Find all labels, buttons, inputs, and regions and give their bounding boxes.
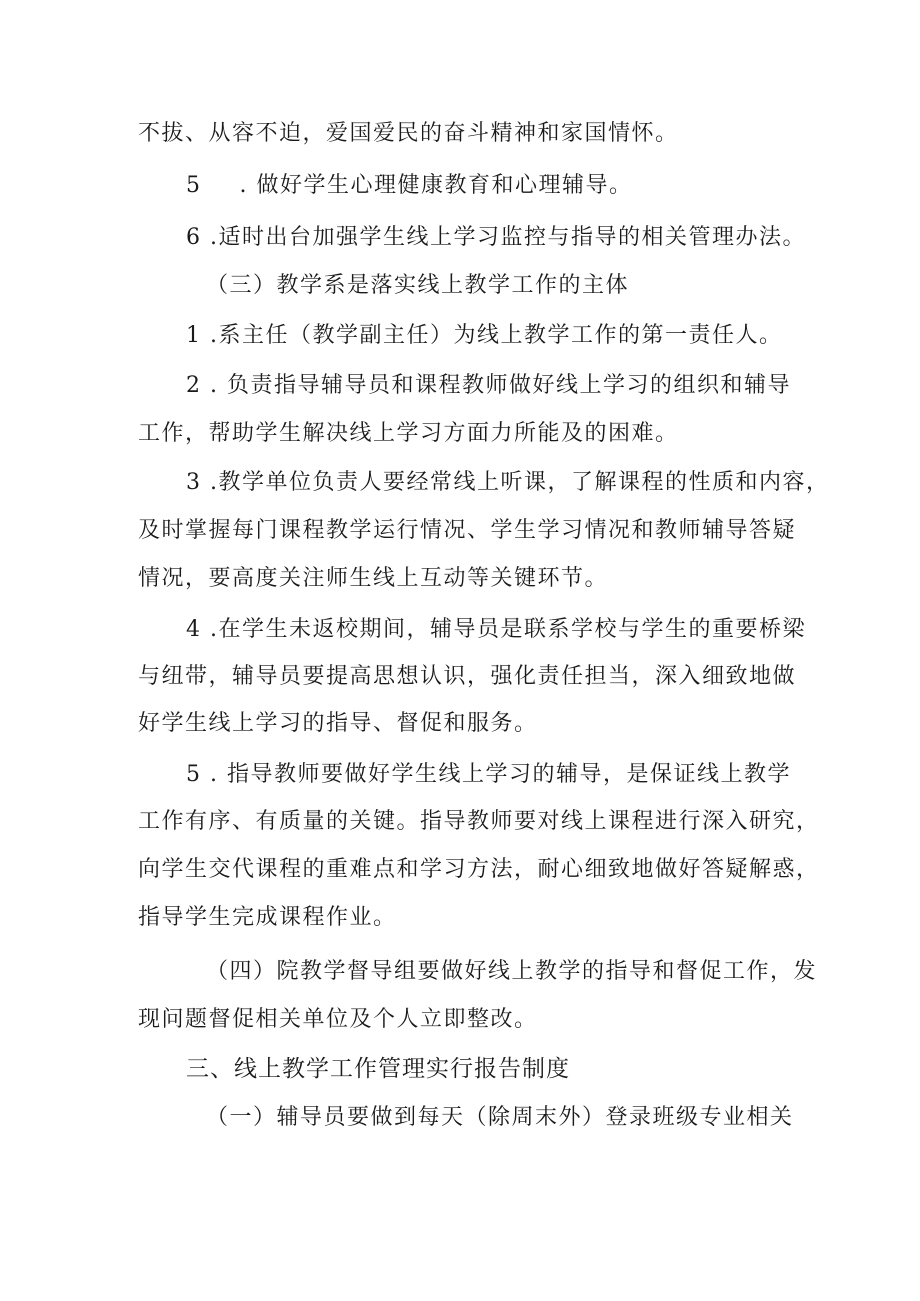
paragraph-line: 与纽带，辅导员要提高思想认识，强化责任担当，深入细致地做 — [138, 664, 797, 689]
section-heading: 三、线上教学工作管理实行报告制度 — [186, 1056, 570, 1082]
paragraph-line: 及时掌握每门课程教学运行情况、学生学习情况和教师辅导答疑 — [138, 518, 797, 543]
paragraph-line: 工作有序、有质量的关键。指导教师要对线上课程进行深入研究， — [138, 809, 820, 834]
paragraph-line: 情况，要高度关注师生线上互动等关键环节。 — [138, 566, 609, 591]
list-number: 5 — [186, 173, 202, 198]
section-subheading: （四）院教学督导组要做好线上教学的指导和督促工作，发 — [206, 959, 818, 984]
paragraph-line: 不拔、从容不迫，爱国爱民的奋斗精神和家国情怀。 — [138, 121, 679, 146]
paragraph-line: 好学生线上学习的指导、督促和服务。 — [138, 711, 538, 736]
paragraph-line: 指导学生完成课程作业。 — [138, 905, 397, 930]
list-text: . 做好学生心理健康教育和心理辅导。 — [239, 173, 633, 198]
paragraph-line: 向学生交代课程的重难点和学习方法，耐心细致地做好答疑解惑， — [138, 857, 820, 882]
list-item-5-line — [186, 166, 633, 206]
list-item-line: 2 . 负责指导辅导员和课程教师做好线上学习的组织和辅导 — [186, 373, 791, 398]
paragraph-line: 工作，帮助学生解决线上学习方面力所能及的困难。 — [138, 421, 679, 446]
list-item-line: 3 .教学单位负责人要经常线上听课，了解课程的性质和内容， — [186, 470, 830, 495]
list-item-line: 1 .系主任（教学副主任）为线上教学工作的第一责任人。 — [186, 323, 783, 348]
list-item-line: 6 .适时出台加强学生线上学习监控与指导的相关管理办法。 — [186, 225, 806, 250]
section-subheading: （三）教学系是落实线上教学工作的主体 — [206, 273, 630, 298]
section-subheading: （一）辅导员要做到每天（除周末外）登录班级专业相关 — [206, 1105, 794, 1130]
list-item-line: 4 .在学生未返校期间，辅导员是联系学校与学生的重要桥梁 — [186, 617, 806, 642]
list-item-line: 5 . 指导教师要做好学生线上学习的辅导，是保证线上教学 — [186, 762, 791, 787]
paragraph-line: 现问题督促相关单位及个人立即整改。 — [138, 1007, 538, 1032]
